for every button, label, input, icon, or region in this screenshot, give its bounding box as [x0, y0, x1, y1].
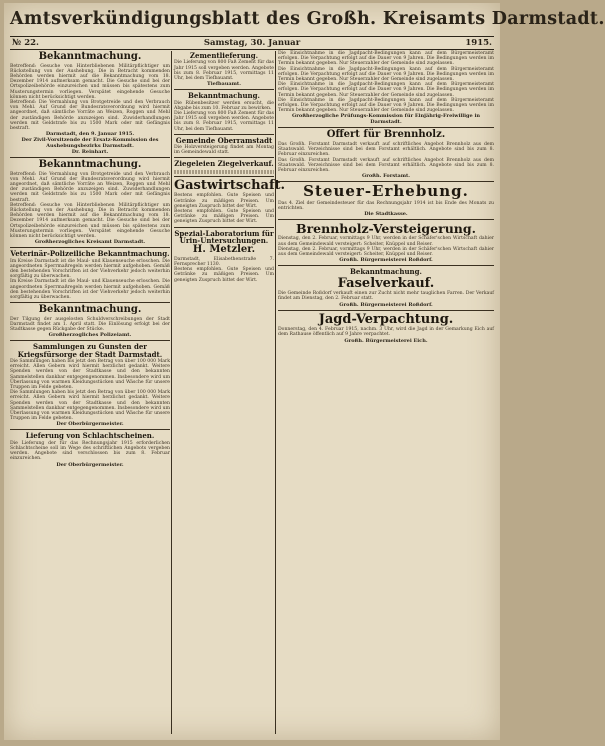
mid-notice-body-b: Die Lieferung von 800 Faß Zement für das Jahr 1915 soll vergeben werden. Angebote bis zum 8. Februar 1915, vormittags 11 Uhr, bei dem Tiefbauamt.	[174, 110, 274, 132]
bull-signer: Großh. Bürgermeisterei Roßdorf.	[339, 301, 433, 308]
auction-title: Brennholz-Versteigerung.	[296, 221, 476, 237]
firewood-offer-signer: Großh. Forstamt.	[361, 173, 411, 180]
right-top-signer: Großherzogliche Prüfungs-Kommission für Einjährig-Freiwillige in Darmstadt.	[291, 113, 480, 126]
divider	[278, 127, 494, 128]
notice-1-name: Dr. Reinhart.	[71, 149, 109, 156]
column-right	[278, 51, 494, 736]
masthead-title: Amtsverkündigungsblatt des Großh. Kreisamts Darmstadt.	[10, 9, 605, 29]
lab-title: Spezial-Laboratorium für Urin-Untersuchungen.	[174, 228, 274, 246]
divider	[10, 340, 170, 341]
notice-1-signer: Der Zivil-Vorsitzende der Ersatz-Kommission des Aushebungsbezirks Darmstadt.	[21, 137, 159, 150]
hunt-body: Donnerstag, den 4. Februar 1915, nachm. 3 Uhr, wird die Jagd in der Gemarkung Eich auf dem Rathause öffentlich auf 9 Jahre verpachtet.	[278, 327, 494, 338]
divider	[174, 157, 274, 158]
divider	[278, 310, 494, 311]
tax-body: Das 4. Ziel der Gemeindesteuer für das Rechnungsjahr 1914 ist bis Ende des Monats zu entrichten.	[278, 200, 494, 212]
notice-3-body-b: Im Kreise Darmstadt ist die Maul- und Klauenseuche erloschen. Die angeordneten Sperrmaßregeln werden hiermit aufgehoben. Gemäß den bestehenden Vorschriften ist der Viehverkehr jedoch weiterhin sorgfältig zu überwachen.	[10, 279, 170, 301]
firewood-offer-body-b: Das Großh. Forstamt Darmstadt verkauft auf schriftliches Angebot Brennholz aus dem Staatswald. Verzeichnisse sind bei dem Forstamt erhältlich. Angebote sind bis zum 8. Februar einzureichen.	[278, 157, 494, 173]
ohi-title: Gemeinde Oberramstadt	[175, 135, 273, 145]
collection-body-b: Die Sammlungen haben bis jetzt den Betrag von über 100 000 Mark erreicht. Allen Gebern wird hiermit herzlichst gedankt. Weitere Spenden werden von der Stadtkasse und den bekannten Sammelstellen dankbar entgegengenommen. Insbesondere wird um Überlassung von warmen Kleidungsstücken und Wäsche für unsere Truppen im Felde gebeten.	[10, 390, 170, 422]
right-top-body-d: Die Einsichtnahme in die Jagdpacht-Bedingungen kann auf dem Bürgermeisteramt erfolgen. Die Verpachtung erfolgt auf die Dauer von 9 Jahren. Die Bedingungen werden im Termin bekannt gegeben. Nur Steuerzahler der Gemeinde sind zugelassen.	[278, 97, 494, 114]
issue-year: 1915.	[465, 38, 492, 48]
divider	[278, 219, 494, 220]
firewood-offer-body: Das Großh. Forstamt Darmstadt verkauft auf schriftliches Angebot Brennholz aus dem Staatswald. Verzeichnisse sind bei dem Forstamt erhältlich. Angebote sind bis zum 8. Februar einzureichen.	[278, 141, 494, 158]
divider	[174, 176, 274, 177]
print-texture	[174, 170, 274, 174]
divider	[174, 134, 274, 135]
collection-title: Sammlungen zu Gunsten der Kriegsfürsorge der Stadt Darmstadt.	[17, 342, 163, 359]
bull-title: Faselverkauf.	[337, 275, 435, 291]
firewood-offer-title: Offert für Brennholz.	[326, 129, 446, 141]
divider	[10, 247, 170, 248]
notice-2-body: Betreffend: Die Vermahlung von Brotgetreide und den Verbrauch von Mehl. Auf Grund der Bundesratsverordnung wird hiermit angeordnet, daß sämtliche Vorräte an Weizen, Roggen und Mehl der zuständigen Behörde anzuzeigen sind. Zuwiderhandlungen werden mit Geldstrafe bis zu 1500 Mark oder mit Gefängnis bestraft.	[10, 171, 170, 203]
collection-body: Die Sammlungen haben bis jetzt den Betrag von über 100 000 Mark erreicht. Allen Gebern wird hiermit herzlichst gedankt. Weitere Spenden werden von der Stadtkasse und den bekannten Sammelstellen dankbar entgegengenommen. Insbesondere wird um Überlassung von warmen Kleidungsstücken und Wäsche für unsere Truppen im Felde gebeten.	[10, 359, 170, 391]
notice-4-signer: Großherzogliches Polizeiamt.	[48, 332, 132, 339]
metzler-body: Darmstadt, Elisabethenstraße 7. Fernsprecher 1130.	[174, 256, 274, 268]
metzler-title: H. Metzler.	[192, 244, 256, 256]
notice-2-signer: Großherzogliches Kreisamt Darmstadt.	[34, 239, 146, 246]
tax-title: Steuer-Erhebung.	[303, 182, 469, 201]
notice-3-body: Im Kreise Darmstadt ist die Maul- und Klauenseuche erloschen. Die angeordneten Sperrmaßregeln werden hiermit aufgehoben. Gemäß den bestehenden Vorschriften ist der Viehverkehr jedoch weiterhin sorgfältig zu überwachen.	[10, 258, 170, 280]
collection-signer: Der Oberbürgermeister.	[56, 421, 124, 428]
inn-title: Gastwirtschaft.	[174, 177, 286, 193]
inn-body-b: Bestens empfohlen. Gute Speisen und Getränke zu mäßigen Preisen. Um geneigten Zuspruch bittet der Wirt.	[174, 209, 274, 225]
column-left	[10, 51, 170, 736]
issue-number: № 22.	[12, 38, 39, 48]
notice-2-title: Bekanntmachung.	[38, 159, 142, 171]
delivery-signer: Der Oberbürgermeister.	[56, 461, 124, 468]
divider	[174, 227, 274, 228]
ohi-body: Die Holzversteigerung findet am Montag im Gemeindewald statt.	[174, 145, 274, 156]
column-rule	[275, 51, 276, 734]
notice-1-title: Bekanntmachung.	[38, 51, 142, 62]
bull-body: Die Gemeinde Roßdorf verkauft einen zur Zucht nicht mehr tauglichen Farren. Der Verkauf findet am Dienstag, den 2. Februar statt.	[278, 291, 494, 302]
notice-1-body: Betreffend: Gesuche von Hinterbliebenen Militärpflichtiger um Rückstellung von der Aushebung. Die in Betracht kommenden Behörden werden hiermit auf die Bekanntmachung vom 18. Dezember 1914 aufmerksam gemacht. Die Gesuche sind bei der Ortspolizeibehörde einzureichen und müssen bis spätestens zum Musterungstermin vorliegen. Verspätet eingehende Gesuche können nicht berücksichtigt werden.	[10, 63, 170, 100]
cement-signer: Tiefbauamt.	[207, 81, 241, 88]
hunt-title: Jagd-Verpachtung.	[318, 311, 454, 327]
auction-body: Dienstag, den 2. Februar, vormittags 9 Uhr, werden in der Schäfer'schen Wirtschaft dahier aus dem Gemeindewald versteigert: Scheiter, Knüppel und Reiser.	[278, 236, 494, 247]
divider	[278, 265, 494, 266]
bull-notice-label: Bekanntmachung.	[350, 267, 422, 277]
hunt-signer: Großh. Bürgermeisterei Eich.	[344, 337, 428, 344]
divider	[10, 157, 170, 158]
divider	[10, 302, 170, 303]
notice-3-title: Veterinär-Polizeiliche Bekanntmachung.	[10, 249, 170, 259]
delivery-title: Lieferung von Schlachtscheinen.	[25, 431, 155, 441]
notice-2-body-b: Betreffend: Gesuche von Hinterbliebenen Militärpflichtiger um Rückstellung von der Aushebung. Die in Betracht kommenden Behörden werden hiermit auf die Bekanntmachung vom 18. Dezember 1914 aufmerksam gemacht. Die Gesuche sind bei der Ortspolizeibehörde einzureichen und müssen bis spätestens zum Musterungstermin vorliegen. Verspätet eingehende Gesuche können nicht berücksichtigt werden.	[10, 202, 170, 240]
brick-title: Ziegeleien Ziegelverkauf.	[174, 159, 274, 169]
metzler-body-b: Bestens empfohlen. Gute Speisen und Getränke zu mäßigen Preisen. Um geneigten Zuspruch bittet der Wirt.	[174, 267, 274, 283]
right-top-body-b: Die Einsichtnahme in die Jagdpacht-Bedingungen kann auf dem Bürgermeisteramt erfolgen. Die Verpachtung erfolgt auf die Dauer von 9 Jahren. Die Bedingungen werden im Termin bekannt gegeben. Nur Steuerzahler der Gemeinde sind zugelassen.	[278, 66, 494, 83]
column-middle	[174, 51, 286, 736]
issue-date: Samstag, 30. Januar	[203, 38, 301, 48]
dateline	[10, 36, 494, 50]
divider	[174, 89, 274, 90]
cement-title: Zementlieferung.	[189, 51, 259, 60]
right-top-body-c: Die Einsichtnahme in die Jagdpacht-Bedingungen kann auf dem Bürgermeisteramt erfolgen. Die Verpachtung erfolgt auf die Dauer von 9 Jahren. Die Bedingungen werden im Termin bekannt gegeben. Nur Steuerzahler der Gemeinde sind zugelassen.	[278, 82, 494, 98]
notice-4-body: Der Tilgung der ausgelosten Schuldverschreibungen der Stadt Darmstadt findet am 1. April statt. Die Einlösung erfolgt bei der Stadtkasse gegen Rückgabe der Stücke.	[10, 316, 170, 333]
notice-1-date: Darmstadt, den 9. Januar 1915.	[45, 131, 135, 138]
delivery-body: Die Lieferung der für das Rechnungsjahr 1915 erforderlichen Schlachtscheine soll im Wege des schriftlichen Angebots vergeben werden. Angebote sind verschlossen bis zum 8. Februar einzureichen.	[10, 440, 170, 462]
auction-signer: Großh. Bürgermeisterei Roßdorf.	[339, 257, 433, 264]
tax-signer: Die Stadtkasse.	[364, 211, 408, 218]
right-top-body: Die Einsichtnahme in die Jagdpacht-Bedingungen kann auf dem Bürgermeisteramt erfolgen. Die Verpachtung erfolgt auf die Dauer von 9 Jahren. Die Bedingungen werden im Termin bekannt gegeben. Nur Steuerzahler der Gemeinde sind zugelassen.	[278, 51, 494, 67]
mid-notice-body: Die Rübenbesitzer werden ersucht, die Abgabe bis zum 10. Februar zu bewirken.	[174, 100, 274, 111]
inn-body: Bestens empfohlen. Gute Speisen und Getränke zu mäßigen Preisen. Um geneigten Zuspruch bittet der Wirt.	[174, 193, 274, 209]
auction-body-b: Dienstag, den 2. Februar, vormittags 9 Uhr, werden in der Schäfer'schen Wirtschaft dahier aus dem Gemeindewald versteigert: Scheiter, Knüppel und Reiser.	[278, 246, 494, 258]
cement-body: Die Lieferung von 800 Faß Zement für das Jahr 1915 soll vergeben werden. Angebote bis zum 8. Februar 1915, vormittags 11 Uhr, bei dem Tiefbauamt.	[174, 60, 274, 81]
notice-1-body-repeat: Betreffend: Die Vermahlung von Brotgetreide und den Verbrauch von Mehl. Auf Grund der Bundesratsverordnung wird hiermit angeordnet, daß sämtliche Vorräte an Weizen, Roggen und Mehl der zuständigen Behörde anzuzeigen sind. Zuwiderhandlungen werden mit Geldstrafe bis zu 1500 Mark oder mit Gefängnis bestraft.	[10, 99, 170, 131]
notice-4-title: Bekanntmachung.	[38, 304, 142, 316]
divider	[10, 429, 170, 430]
column-rule	[171, 51, 172, 734]
newspaper-page	[4, 3, 605, 740]
mid-notice-title: Bekanntmachung.	[188, 91, 260, 101]
